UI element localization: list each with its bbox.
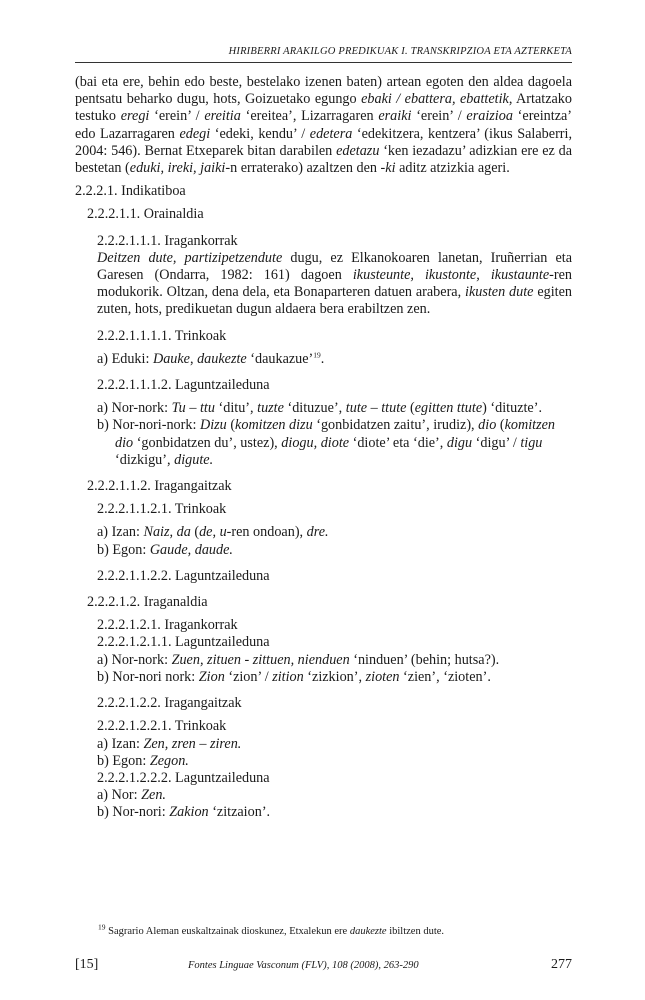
list-item-egon-past: b) Egon: Zegon.: [97, 752, 189, 769]
list-item-eduki-text: a) Eduki: Dauke, daukezte ‘daukazue’: [97, 350, 314, 367]
footnote-ref: 19: [313, 350, 321, 360]
page-number: 277: [551, 957, 572, 972]
footnote-number: 19: [98, 922, 106, 932]
list-item-izan: a) Izan: Naiz, da (de, u-ren ondoan), dre.: [97, 524, 329, 541]
heading-2221121: 2.2.2.1.1.2.1. Trinkoak: [97, 501, 227, 518]
running-head: HIRIBERRI ARAKILGO PREDIKUAK I. TRANSKRIPZIOA ETA AZTERKETA: [228, 46, 572, 57]
footnote-text: Sagrario Aleman euskaltzainak dioskunez, Etxalekun ere daukezte ibiltzen dute.: [105, 926, 445, 937]
heading-222111: 2.2.2.1.1.1. Iragankorrak: [97, 232, 238, 249]
list-item-izan-past: a) Izan: Zen, zren – ziren.: [97, 735, 242, 752]
list-item-nornork: a) Nor-nork: Tu – ttu ‘ditu’, tuzte ‘dituzue’, tute – ttute (egitten ttute) ‘dituzte’.: [97, 400, 542, 417]
list-item-eduki-end: .: [320, 350, 325, 367]
list-item-egon: b) Egon: Gaude, daude.: [97, 541, 233, 558]
paragraph-deitzen: Deitzen dute, partizipetzendute dugu, ez Elkanokoaren lanetan, Iruñerrian eta Garesen (Ondarra, 1982: 161) dagoen ikusteunte, ikustonte, ikustaunte-ren modukorik. Oltzan, dena dela, eta Bonaparteren datuen arabera, ikusten dute egiten zuten, hots, predikuetan dugun aldaera bera erabiltzen zen.: [97, 249, 572, 318]
heading-2221112: 2.2.2.1.1.1.2. Laguntzaileduna: [97, 377, 270, 394]
list-item-eduki: [75, 351, 572, 368]
heading-222112: 2.2.2.1.1.2. Iragangaitzak: [87, 478, 232, 495]
header-rule: [75, 62, 572, 63]
heading-22212: 2.2.2.1.2. Iraganaldia: [87, 594, 208, 611]
heading-2221222: 2.2.2.1.2.2.2. Laguntzaileduna: [97, 769, 270, 786]
list-item-nornorinork: b) Nor-nori-nork: Dizu (komitzen dizu ‘gonbidatzen zaitu’, irudiz), dio (komitzen dio ‘gonbidatzen du’, ustez), diogu, diote ‘diote’ eta ‘die’, digu ‘digu’ / tigu ‘dizkigu’, digute.: [97, 417, 556, 468]
heading-222121: 2.2.2.1.2.1. Iragankorrak: [97, 617, 238, 634]
page-footer-journal: Fontes Linguae Vasconum (FLV), 108 (2008), 263-290: [188, 960, 419, 971]
body-text: [75, 74, 572, 822]
heading-2221: 2.2.2.1. Indikatiboa: [75, 183, 186, 200]
heading-222122: 2.2.2.1.2.2. Iragangaitzak: [97, 695, 242, 712]
heading-22211: 2.2.2.1.1. Orainaldia: [87, 206, 204, 223]
footnote: [98, 922, 445, 937]
heading-2221122: 2.2.2.1.1.2.2. Laguntzaileduna: [97, 567, 270, 584]
list-item-nor: a) Nor: Zen.: [97, 787, 166, 804]
heading-2221221: 2.2.2.1.2.2.1. Trinkoak: [97, 718, 227, 735]
heading-2221111: 2.2.2.1.1.1.1. Trinkoak: [97, 327, 227, 344]
list-item-nornork-past: a) Nor-nork: Zuen, zituen - zittuen, nienduen ‘ninduen’ (behin; hutsa?).: [97, 651, 500, 668]
page-footer-left: [15]: [75, 957, 99, 972]
list-item-nornorinork-past: b) Nor-nori nork: Zion ‘zion’ / zition ‘zizkion’, zioten ‘zien’, ‘zioten’.: [97, 668, 491, 685]
list-item-nornori: b) Nor-nori: Zakion ‘zitzaion’.: [97, 804, 271, 821]
intro-paragraph: (bai eta ere, behin edo beste, bestelako izenen baten) artean egoten den aldea dagoela pentsatu beharko dugu, hots, Goizuetako egungo ebaki / ebattera, ebattetik, Artatzako testuko eregi ‘erein’ / ereitia ‘ereitea’, Lizarragaren eraiki ‘erein’ / eraizioa ‘ereintza’ edo Lazarragaren edegi ‘edeki, kendu’ / edetera ‘edekitzera, kentzera’ (ikus Salaberri, 2004: 546). Bernat Etxeparek bitan darabilen edetazu ‘ken iezadazu’ adizkian ere ez da bestetan (eduki, ireki, jaiki-n erraterako) azaltzen den -ki aditz atzizkia ageri.: [75, 74, 573, 177]
heading-2221211: 2.2.2.1.2.1.1. Laguntzaileduna: [97, 634, 270, 651]
